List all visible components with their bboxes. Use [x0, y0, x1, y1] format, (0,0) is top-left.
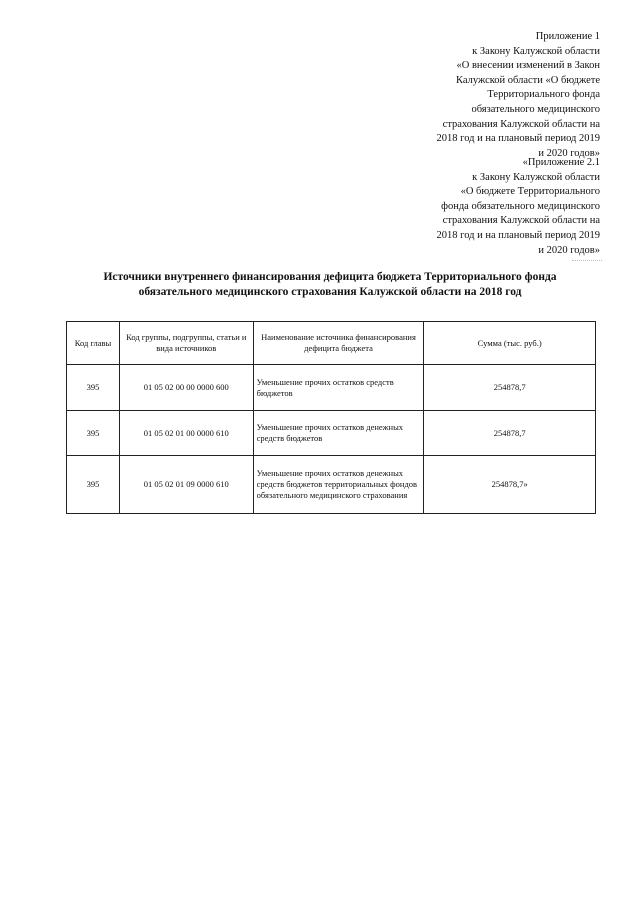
table-row [67, 411, 596, 456]
table-row [67, 365, 596, 411]
annex-1-line: «О внесении изменений в Закон [456, 60, 600, 72]
cell-chapter-code: 395 [67, 365, 120, 411]
annex-2-1-line: к Закону Калужской области [472, 171, 600, 183]
table-header-row [67, 322, 596, 365]
annex-2-1-line: страхования Калужской области на [442, 215, 600, 227]
annex-1-line: к Закону Калужской области [472, 45, 600, 57]
annex-1-line: Приложение 1 [535, 31, 600, 42]
annex-2-1-line: фонда обязательного медицинского [441, 200, 600, 212]
scan-artifact-mark [572, 260, 602, 262]
annex-1-line: Калужской области «О бюджете [456, 74, 600, 86]
cell-source-code: 01 05 02 01 09 0000 610 [119, 456, 253, 514]
cell-source-name: Уменьшение прочих остатков средств бюджетов [253, 365, 424, 411]
title-line-2: обязательного медицинского страхования Калужской области на 2018 год [138, 286, 522, 298]
annex-2-1-header [437, 156, 600, 258]
funding-sources-table [66, 321, 596, 514]
cell-chapter-code: 395 [67, 456, 120, 514]
annex-1-line: обязательного медицинского [471, 103, 600, 115]
cell-source-code: 01 05 02 01 00 0000 610 [119, 411, 253, 456]
header-chapter-code: Код главы [67, 322, 120, 365]
annex-1-line: страхования Калужской области на [442, 118, 600, 130]
annex-1-line: 2018 год и на плановый период 2019 [436, 133, 600, 145]
header-amount: Сумма (тыс. руб.) [424, 322, 596, 365]
cell-amount: 254878,7 [424, 365, 596, 411]
cell-source-name: Уменьшение прочих остатков денежных средств бюджетов территориальных фондов обязательного медицинского страхования [253, 456, 424, 514]
annex-2-1-line: 2018 год и на плановый период 2019 [436, 229, 600, 241]
cell-chapter-code: 395 [67, 411, 120, 456]
annex-2-1-line: «Приложение 2.1 [522, 157, 600, 168]
table-row [67, 456, 596, 514]
header-source-name: Наименование источника финансирования дефицита бюджета [253, 322, 424, 365]
cell-amount: 254878,7» [424, 456, 596, 514]
header-source-code: Код группы, подгруппы, статьи и вида источников [119, 322, 253, 365]
title-line-1: Источники внутреннего финансирования дефицита бюджета Территориального фонда [103, 271, 557, 283]
document-title [60, 270, 600, 300]
annex-1-header [437, 30, 600, 161]
annex-2-1-line: «О бюджете Территориального [460, 186, 600, 198]
annex-2-1-line: и 2020 годов» [538, 244, 600, 256]
cell-source-code: 01 05 02 00 00 0000 600 [119, 365, 253, 411]
annex-1-line: и 2020 годов» [538, 147, 600, 159]
annex-1-line: Территориального фонда [487, 89, 600, 101]
cell-source-name: Уменьшение прочих остатков денежных средств бюджетов [253, 411, 424, 456]
cell-amount: 254878,7 [424, 411, 596, 456]
